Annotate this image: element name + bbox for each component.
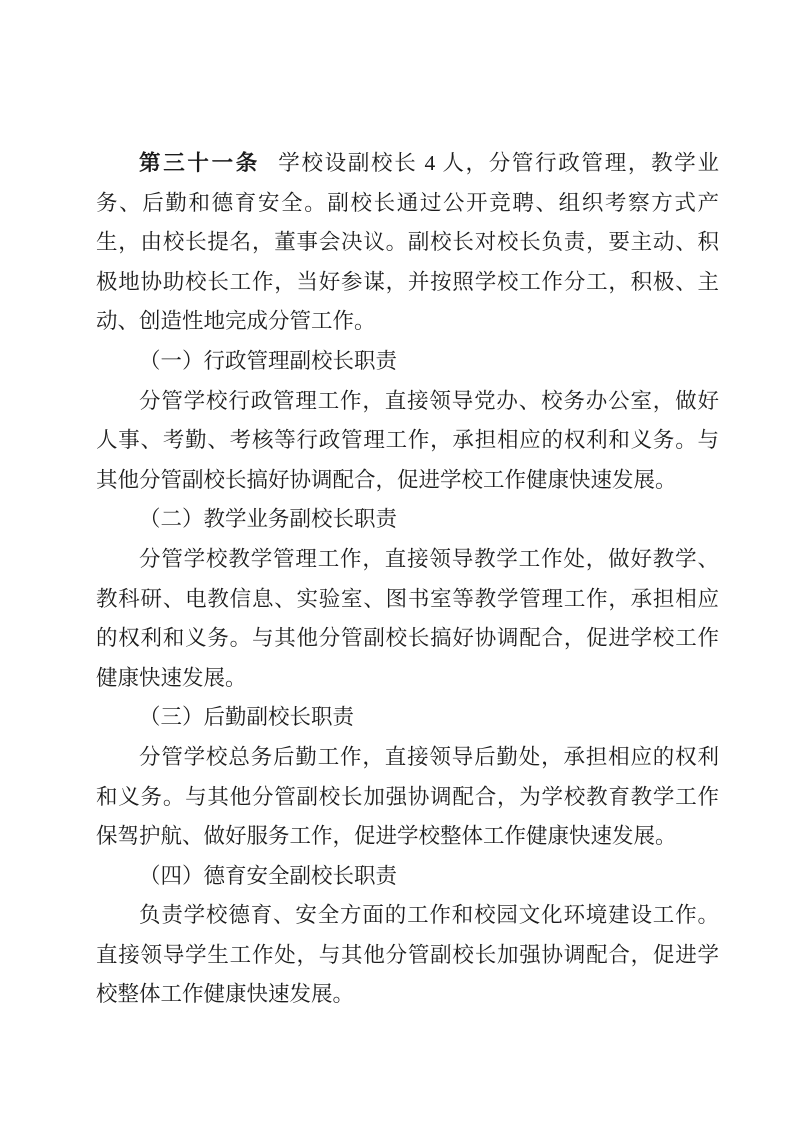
section-body-teaching: 分管学校教学管理工作，直接领导教学工作处，做好教学、教科研、电教信息、实验室、图书室等教学管理工作，承担相应的权利和义务。与其他分管副校长搞好协调配合，促进学校工作健康快速发展。 [96, 546, 719, 690]
section-body-administration: 分管学校行政管理工作，直接领导党办、校务办公室，做好人事、考勤、考核等行政管理工作，承担相应的权利和义务。与其他分管副校长搞好协调配合，促进学校工作健康快速发展。 [96, 388, 719, 492]
section-heading-moral-safety: （四）德育安全副校长职责 [139, 863, 398, 888]
section-heading-logistics: （三）后勤副校长职责 [139, 705, 355, 730]
section-body-logistics: 分管学校总务后勤工作，直接领导后勤处，承担相应的权利和义务。与其他分管副校长加强协调配合，为学校教育教学工作保驾护航、做好服务工作，促进学校整体工作健康快速发展。 [96, 744, 719, 849]
article-number: 第三十一条 [139, 151, 260, 175]
section-heading-administration: （一）行政管理副校长职责 [139, 348, 398, 373]
section-body-moral-safety: 负责学校德育、安全方面的工作和校园文化环境建设工作。直接领导学生工作处，与其他分管副校长加强协调配合，促进学校整体工作健康快速发展。 [96, 903, 719, 1007]
article-paragraph [96, 144, 719, 342]
section-heading-teaching: （二）教学业务副校长职责 [139, 507, 398, 532]
document-body [96, 144, 719, 1015]
article-text: 学校设副校长 4 人，分管行政管理，教学业务、后勤和德育安全。副校长通过公开竞聘、组织考察方式产生，由校长提名，董事会决议。副校长对校长负责，要主动、积极地协助校长工作，当好参谋，并按照学校工作分工，积极、主动、创造性地完成分管工作。 [96, 151, 719, 334]
